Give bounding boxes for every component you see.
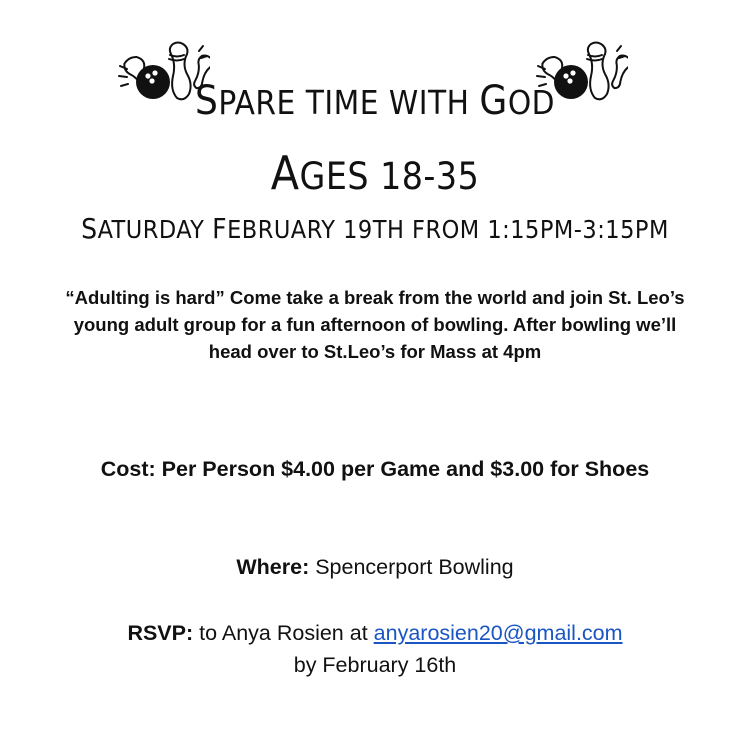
rsvp-text: to Anya Rosien at [199,621,368,645]
location-line [60,552,690,582]
datetime-feb-initial: F [212,212,228,245]
cost-text: Per Person $4.00 per Game and $3.00 for Shoes [161,457,650,481]
datetime-sat-rest: ATURDAY [97,215,205,244]
title-spare-rest: PARE [218,83,296,122]
age-range [0,146,750,200]
event-description: “Adulting is hard” Come take a break from the world and join St. Leo’s young adult group for a fun afternoon of bowling. After bowling we’ll head over to St.Leo’s for Mass at 4pm [65,287,685,362]
datetime-sat-initial: S [81,212,98,245]
where-label: Where: [236,555,310,579]
title-middle: TIME WITH [305,83,470,122]
title-god-rest: OD [507,83,556,122]
ages-range-value: 18-35 [380,155,480,198]
event-datetime [0,212,750,245]
where-text: Spencerport Bowling [315,555,514,579]
rsvp-label: RSVP: [127,621,194,645]
cost-label: Cost: [100,457,156,481]
rsvp-deadline: by February 16th [293,653,457,677]
datetime-rest: 19TH FROM 1:15PM-3:15PM [343,215,669,244]
event-title [0,78,750,124]
datetime-feb-rest: EBRUARY [227,215,336,244]
rsvp-email-link[interactable]: anyarosien20@gmail.com [373,621,623,645]
title-god-initial: G [479,78,508,124]
title-spare-initial: S [194,78,219,124]
cost-line [60,453,690,486]
rsvp-line [60,617,690,681]
ages-rest: GES [299,155,369,198]
ages-initial: A [270,146,300,200]
